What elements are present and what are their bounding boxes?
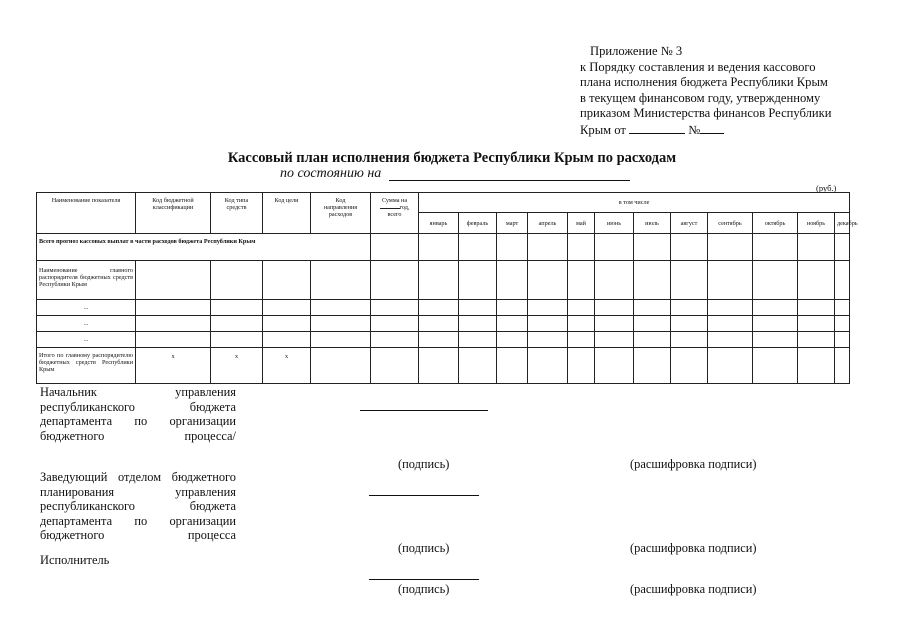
subtitle-date-blank[interactable] bbox=[389, 180, 630, 181]
main-distributor-label: Наименование главного распорядителя бюджетных средств Республики Крым bbox=[37, 261, 136, 300]
cash-plan-table bbox=[36, 192, 858, 384]
data-cell[interactable] bbox=[497, 332, 528, 348]
data-cell[interactable] bbox=[798, 332, 835, 348]
month-header: январь bbox=[419, 213, 459, 234]
data-cell[interactable] bbox=[708, 300, 753, 316]
total-forecast-row bbox=[37, 234, 850, 261]
data-cell[interactable] bbox=[528, 261, 568, 300]
data-cell[interactable] bbox=[311, 316, 371, 332]
data-cell[interactable] bbox=[595, 316, 634, 332]
data-cell[interactable] bbox=[497, 348, 528, 384]
data-cell[interactable] bbox=[371, 348, 419, 384]
data-cell[interactable] bbox=[263, 300, 311, 316]
dots-cell: ... bbox=[37, 300, 136, 316]
data-cell[interactable] bbox=[211, 332, 263, 348]
data-cell[interactable] bbox=[497, 316, 528, 332]
data-cell[interactable] bbox=[835, 300, 850, 316]
data-cell[interactable] bbox=[419, 234, 459, 261]
data-cell[interactable] bbox=[835, 234, 850, 261]
data-cell[interactable] bbox=[136, 261, 211, 300]
data-cell[interactable] bbox=[419, 332, 459, 348]
itogo-x-2: x bbox=[211, 348, 263, 384]
data-cell[interactable] bbox=[459, 348, 497, 384]
data-cell[interactable] bbox=[568, 234, 595, 261]
data-cell[interactable] bbox=[419, 316, 459, 332]
dots-row bbox=[37, 300, 850, 316]
month-header: август bbox=[671, 213, 708, 234]
data-cell[interactable] bbox=[671, 261, 708, 300]
data-cell[interactable] bbox=[708, 261, 753, 300]
chief-signature-line[interactable] bbox=[360, 410, 488, 411]
data-cell[interactable] bbox=[671, 348, 708, 384]
data-cell[interactable] bbox=[568, 316, 595, 332]
data-cell[interactable] bbox=[595, 348, 634, 384]
data-cell[interactable] bbox=[835, 261, 850, 300]
chief-sign-label: (подпись) bbox=[398, 457, 450, 471]
data-cell[interactable] bbox=[371, 316, 419, 332]
data-cell[interactable] bbox=[753, 316, 798, 332]
data-cell[interactable] bbox=[311, 332, 371, 348]
data-cell[interactable] bbox=[753, 234, 798, 261]
data-cell[interactable] bbox=[419, 261, 459, 300]
head-signature-title: Заведующий отделом бюджетного планирования управления республиканского бюджета департамента по организации бюджетного процесса bbox=[40, 470, 236, 543]
appendix-line-6 bbox=[580, 122, 880, 139]
data-cell[interactable] bbox=[311, 300, 371, 316]
dots-row bbox=[37, 316, 850, 332]
data-cell[interactable] bbox=[459, 332, 497, 348]
data-cell[interactable] bbox=[136, 332, 211, 348]
month-header: февраль bbox=[459, 213, 497, 234]
data-cell[interactable] bbox=[671, 316, 708, 332]
executor-signature-line[interactable] bbox=[369, 579, 479, 580]
data-cell[interactable] bbox=[634, 348, 671, 384]
data-cell[interactable] bbox=[634, 234, 671, 261]
data-cell[interactable] bbox=[595, 261, 634, 300]
data-cell[interactable] bbox=[371, 300, 419, 316]
data-cell[interactable] bbox=[798, 300, 835, 316]
dots-row bbox=[37, 332, 850, 348]
data-cell[interactable] bbox=[497, 234, 528, 261]
month-header: ноябрь bbox=[798, 213, 835, 234]
appendix-line-3: плана исполнения бюджета Республики Крым bbox=[580, 75, 828, 90]
data-cell[interactable] bbox=[753, 300, 798, 316]
head-sign-label: (подпись) bbox=[398, 541, 450, 555]
data-cell[interactable] bbox=[595, 234, 634, 261]
itogo-x-1: x bbox=[136, 348, 211, 384]
main-distributor-row bbox=[37, 261, 850, 300]
header-goal-code: Код цели bbox=[263, 193, 311, 234]
data-cell[interactable] bbox=[419, 348, 459, 384]
total-forecast-label: Всего прогноз кассовых выплат в части расходов бюджета Республики Крым bbox=[37, 234, 371, 261]
data-cell[interactable] bbox=[568, 300, 595, 316]
month-header: октябрь bbox=[753, 213, 798, 234]
data-cell[interactable] bbox=[634, 300, 671, 316]
data-cell[interactable] bbox=[371, 332, 419, 348]
month-header: декабрь bbox=[835, 213, 850, 234]
header-annual-sum: Сумма на год, всего bbox=[371, 193, 419, 234]
data-cell[interactable] bbox=[835, 316, 850, 332]
data-cell[interactable] bbox=[311, 348, 371, 384]
document-title: Кассовый план исполнения бюджета Республики Крым по расходам bbox=[227, 150, 677, 166]
appendix-header bbox=[580, 44, 880, 139]
data-cell[interactable] bbox=[459, 234, 497, 261]
data-cell[interactable] bbox=[835, 348, 850, 384]
data-cell[interactable] bbox=[595, 300, 634, 316]
data-cell[interactable] bbox=[634, 316, 671, 332]
month-header: сентябрь bbox=[708, 213, 753, 234]
month-header: июнь bbox=[595, 213, 634, 234]
header-funds-type: Код типа средств bbox=[211, 193, 263, 234]
data-cell[interactable] bbox=[708, 348, 753, 384]
header-expense-direction: Код направления расходов bbox=[311, 193, 371, 234]
data-cell[interactable] bbox=[459, 300, 497, 316]
appendix-line-5: приказом Министерства финансов Республики bbox=[580, 106, 832, 121]
data-cell[interactable] bbox=[136, 316, 211, 332]
data-cell[interactable] bbox=[671, 332, 708, 348]
data-cell[interactable] bbox=[753, 348, 798, 384]
itogo-label: Итого по главному распорядителю бюджетных средств Республики Крым bbox=[37, 348, 136, 384]
data-cell[interactable] bbox=[419, 300, 459, 316]
dots-cell: ... bbox=[37, 332, 136, 348]
data-cell[interactable] bbox=[568, 261, 595, 300]
data-cell[interactable] bbox=[568, 332, 595, 348]
executor-sign-label: (подпись) bbox=[398, 582, 450, 596]
dots-cell: ... bbox=[37, 316, 136, 332]
data-cell[interactable] bbox=[798, 234, 835, 261]
data-cell[interactable] bbox=[671, 234, 708, 261]
month-header: март bbox=[497, 213, 528, 234]
data-cell[interactable] bbox=[568, 348, 595, 384]
header-budget-code: Код бюджетной классификации bbox=[136, 193, 211, 234]
appendix-line-4: в текущем финансовом году, утвержденному bbox=[580, 90, 821, 105]
header-including: в том числе bbox=[419, 193, 850, 213]
data-cell[interactable] bbox=[528, 332, 568, 348]
appendix-line-1: Приложение № 3 bbox=[590, 44, 683, 58]
data-cell[interactable] bbox=[459, 316, 497, 332]
itogo-row bbox=[37, 348, 850, 384]
data-cell[interactable] bbox=[263, 261, 311, 300]
appendix-number-blank[interactable] bbox=[700, 122, 724, 134]
data-cell[interactable] bbox=[211, 316, 263, 332]
data-cell[interactable] bbox=[798, 261, 835, 300]
appendix-number-label: № bbox=[688, 122, 701, 137]
data-cell[interactable] bbox=[634, 261, 671, 300]
data-cell[interactable] bbox=[263, 332, 311, 348]
data-cell[interactable] bbox=[798, 316, 835, 332]
data-cell[interactable] bbox=[497, 300, 528, 316]
data-cell[interactable] bbox=[371, 261, 419, 300]
data-cell[interactable] bbox=[708, 234, 753, 261]
data-cell[interactable] bbox=[263, 316, 311, 332]
data-cell[interactable] bbox=[708, 332, 753, 348]
data-cell[interactable] bbox=[211, 300, 263, 316]
data-cell[interactable] bbox=[798, 348, 835, 384]
data-cell[interactable] bbox=[528, 348, 568, 384]
month-header: май bbox=[568, 213, 595, 234]
month-header: июль bbox=[634, 213, 671, 234]
data-cell[interactable] bbox=[528, 300, 568, 316]
data-cell[interactable] bbox=[497, 261, 528, 300]
data-cell[interactable] bbox=[671, 300, 708, 316]
currency-unit: (руб.) bbox=[816, 183, 837, 193]
chief-decode-label: (расшифровка подписи) bbox=[630, 457, 757, 471]
data-cell[interactable] bbox=[136, 300, 211, 316]
month-header: апрель bbox=[528, 213, 568, 234]
data-cell[interactable] bbox=[528, 316, 568, 332]
appendix-date-blank[interactable] bbox=[629, 122, 685, 134]
data-cell[interactable] bbox=[595, 332, 634, 348]
data-cell[interactable] bbox=[211, 261, 263, 300]
itogo-x-3: x bbox=[263, 348, 311, 384]
data-cell[interactable] bbox=[371, 234, 419, 261]
appendix-line-2: к Порядку составления и ведения кассового bbox=[580, 59, 816, 74]
executor-title: Исполнитель bbox=[40, 553, 110, 567]
chief-signature-title: Начальник управления республиканского бюджета департамента по организации бюджетного процесса/ bbox=[40, 385, 236, 443]
data-cell[interactable] bbox=[311, 261, 371, 300]
head-signature-line[interactable] bbox=[369, 495, 479, 496]
data-cell[interactable] bbox=[459, 261, 497, 300]
data-cell[interactable] bbox=[528, 234, 568, 261]
document-subtitle bbox=[280, 166, 381, 182]
data-cell[interactable] bbox=[753, 332, 798, 348]
subtitle-text: по состоянию на bbox=[280, 166, 382, 181]
data-cell[interactable] bbox=[835, 332, 850, 348]
data-cell[interactable] bbox=[753, 261, 798, 300]
data-cell[interactable] bbox=[634, 332, 671, 348]
appendix-date-label: Крым от bbox=[580, 122, 626, 137]
header-name: Наименование показателя bbox=[37, 193, 136, 234]
data-cell[interactable] bbox=[708, 316, 753, 332]
head-decode-label: (расшифровка подписи) bbox=[630, 541, 757, 555]
executor-decode-label: (расшифровка подписи) bbox=[630, 582, 757, 596]
